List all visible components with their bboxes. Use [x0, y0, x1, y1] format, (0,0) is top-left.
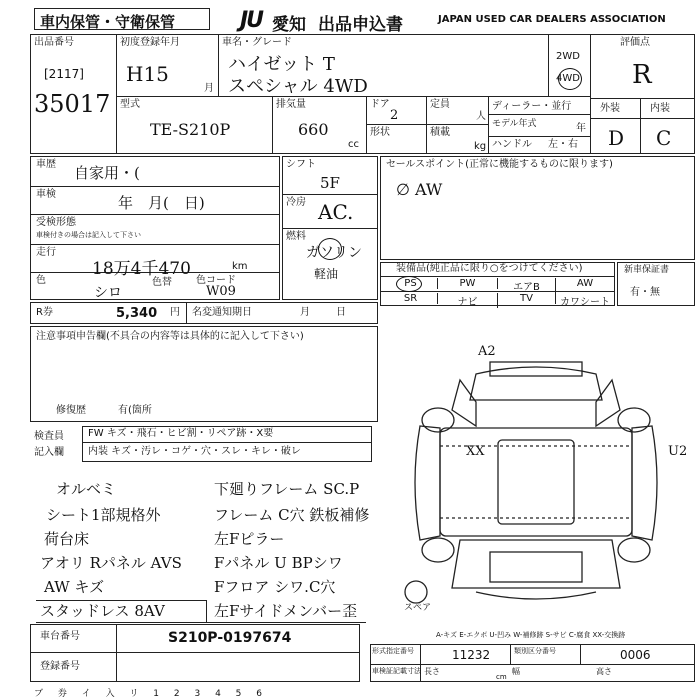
- note-right-6: 左Fサイドメンバー歪: [214, 602, 358, 620]
- displacement-label: 排気量: [276, 99, 306, 110]
- inspection-value: 年 月( 日): [118, 194, 205, 212]
- registration-label: 初度登録年月: [120, 37, 180, 48]
- warranty-options: 有・無: [630, 287, 660, 298]
- inspector-label-1: 検査員: [34, 431, 64, 442]
- grade-score: R: [632, 60, 652, 90]
- ac-label: 冷房: [286, 197, 306, 208]
- equipment-label: 装備品(純正品に限り○をつけてください): [396, 263, 583, 274]
- registration-month-unit: 月: [204, 83, 214, 94]
- equip-airbag: エアB: [498, 278, 556, 293]
- handle-label: ハンドル: [492, 139, 532, 150]
- drive-4wd: 4WD: [556, 73, 580, 84]
- usage-label: 車歴: [36, 159, 56, 170]
- handle-options: 左・右: [548, 139, 578, 150]
- interior-label: 内装: [650, 103, 670, 114]
- equip-ps-circle: [396, 276, 422, 292]
- equip-ps: PS: [384, 278, 438, 289]
- shift-value: 5F: [320, 174, 340, 192]
- exterior-grade: D: [608, 126, 625, 150]
- width-label: 幅: [512, 667, 520, 676]
- repair-label: 修復歴: [56, 405, 86, 416]
- lot-label: 出品番号: [34, 37, 74, 48]
- length-unit: cm: [496, 673, 507, 681]
- inspection-label: 車検: [36, 189, 56, 200]
- r-ticket-unit: 円: [170, 307, 180, 318]
- inspection-note-small: 車検付きの場合は記入して下さい: [36, 231, 141, 239]
- notice-unit: 月日: [300, 307, 372, 318]
- equip-sr: SR: [384, 293, 438, 304]
- reg-label: 登録番号: [40, 661, 80, 672]
- exterior-label: 外装: [600, 103, 620, 114]
- shape-label: 形状: [370, 127, 390, 138]
- capacity-label: 定員: [430, 99, 450, 110]
- storage-note: 車内保管・守衛保管: [40, 13, 176, 31]
- fuel-alt: 軽油: [314, 267, 339, 281]
- type-label: 形式指定番号: [372, 647, 414, 655]
- diagram-right-mark: U2: [668, 444, 688, 459]
- color-label: 色: [36, 275, 46, 286]
- assoc-en: JAPAN USED CAR DEALERS ASSOCIATION: [438, 14, 666, 25]
- lot-number: 35017: [34, 90, 111, 118]
- color-change-label: 色替: [152, 277, 172, 288]
- spare-label: スペア: [404, 603, 432, 613]
- grade-label: 評価点: [620, 37, 650, 48]
- model-year-unit: 年: [576, 123, 586, 134]
- type-value: 11232: [452, 648, 491, 662]
- note-left-5: AW キズ: [44, 578, 105, 596]
- selling-points-box: [380, 156, 695, 260]
- load-unit: kg: [474, 141, 487, 152]
- form-title: 出品申込書: [318, 15, 403, 35]
- dims-label: 車検証記載寸法: [372, 667, 421, 675]
- inspector-row-1: FW キズ・飛石・ヒビ割・リペア跡・X要: [88, 428, 274, 439]
- notice-label: 名変通知期日: [192, 307, 252, 318]
- car-name-line2: スペシャル 4WD: [228, 76, 368, 97]
- drive-4wd-circle: [558, 68, 582, 90]
- class-label: 類別区分番号: [514, 647, 556, 655]
- r-ticket-amount: 5,340: [116, 306, 158, 321]
- mileage-label: 走行: [36, 247, 56, 258]
- height-label: 高さ: [596, 667, 612, 676]
- ac-value: AC.: [318, 200, 354, 224]
- warranty-label: 新車保証書: [624, 265, 670, 275]
- interior-grade: C: [656, 126, 672, 150]
- displacement-unit: cc: [348, 139, 359, 150]
- fuel-circle: [318, 238, 342, 260]
- note-right-1: 下廻りフレーム SC.P: [214, 480, 360, 498]
- note-right-4: Fパネル U BPシワ: [214, 554, 343, 572]
- model-value: TE-S210P: [150, 120, 231, 139]
- diagram-top-mark: A2: [478, 344, 496, 359]
- car-diagram: [380, 340, 695, 630]
- selling-points-label: セールスポイント(正常に機能するものに限ります): [386, 159, 613, 170]
- equip-leather: カワシート: [560, 297, 610, 308]
- note-left-4: アオリ Rパネル AVS: [40, 554, 182, 572]
- attention-label: 注意事項申告欄(不具合の内容等は具体的に記入して下さい): [36, 331, 304, 342]
- selling-points-note: ∅ AW: [396, 180, 443, 199]
- color-code-value: W09: [206, 284, 236, 299]
- model-label: 型式: [120, 99, 140, 110]
- inspector-label-2: 記入欄: [34, 447, 64, 458]
- note-right-5: Fフロア シワ.C穴: [214, 578, 336, 596]
- equip-navi: ナビ: [438, 293, 498, 308]
- color-value: シロ: [94, 285, 122, 301]
- car-name-label: 車名・グレード: [222, 37, 292, 48]
- color-code-label: 色コード: [196, 275, 236, 286]
- equip-tv: TV: [498, 293, 556, 304]
- inspection-note-label: 受検形態: [36, 217, 76, 228]
- capacity-unit: 人: [476, 111, 486, 122]
- drive-2wd: 2WD: [556, 51, 580, 62]
- mileage-value: 18万4千470: [92, 259, 191, 279]
- footer-strip: ブ 券 イ 入 リ 1 2 3 4 5 6: [34, 689, 268, 699]
- fuel-label: 燃料: [286, 231, 306, 242]
- repair-value: 有(箇所: [118, 405, 152, 416]
- usage-value: 自家用・(: [74, 164, 140, 182]
- chassis-label: 車台番号: [40, 631, 80, 642]
- car-name-line1: ハイゼット T: [228, 54, 335, 75]
- ju-logo: JU: [240, 8, 263, 33]
- note-left-2: シート1部規格外: [46, 506, 161, 524]
- diagram-legend: A-キズ E-エクボ U-凹み W-補修跡 S-サビ C-腐食 XX-交換跡: [436, 631, 626, 639]
- lot-sub-code: [2117]: [44, 67, 84, 81]
- inspector-row-2: 内装 キズ・汚レ・コゲ・穴・スレ・キレ・破レ: [88, 446, 301, 457]
- note-left-3: 荷台床: [44, 530, 90, 548]
- org-name: 愛知: [272, 15, 306, 35]
- note-left-1: オルベミ: [56, 480, 117, 498]
- mileage-unit: km: [232, 261, 248, 272]
- model-year-label: モデル年式: [492, 119, 537, 129]
- r-ticket-label: R券: [36, 307, 53, 318]
- dealer-label: ディーラー・並行: [492, 101, 572, 112]
- registration-year: H15: [126, 62, 169, 86]
- load-label: 積載: [430, 127, 450, 138]
- diagram-left-mark: XX: [466, 444, 485, 459]
- doors-label: ドア: [370, 99, 390, 110]
- length-label: 長さ: [424, 667, 440, 676]
- note-right-2: フレーム C穴 鉄板補修: [214, 506, 370, 524]
- equip-aw: AW: [576, 278, 594, 289]
- class-value: 0006: [620, 648, 651, 662]
- note-right-3: 左Fピラー: [214, 530, 285, 548]
- doors-value: 2: [390, 108, 399, 123]
- displacement-value: 660: [298, 120, 329, 139]
- equip-pw: PW: [438, 278, 498, 289]
- chassis-value: S210P-0197674: [168, 630, 292, 646]
- fuel-value: ガソリン: [306, 245, 362, 261]
- shift-label: シフト: [286, 159, 316, 170]
- note-left-6: スタッドレス 8AV: [40, 602, 165, 620]
